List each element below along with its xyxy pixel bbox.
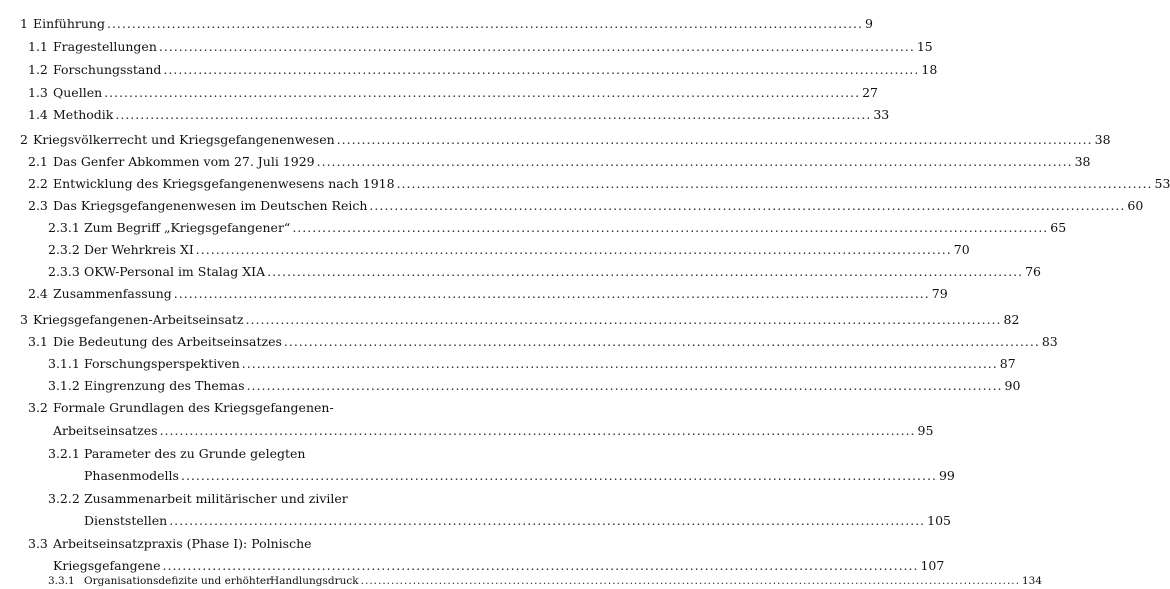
toc-entry xyxy=(0,217,1067,239)
page-number: 99 xyxy=(938,468,955,483)
entry-number: 2.3.3 xyxy=(48,264,80,279)
entry-number: 3.3.1 xyxy=(48,575,75,587)
entry-title: Der Wehrkreis XI xyxy=(84,242,194,257)
entry-title: Zum Begriff „Kriegsgefangener“ xyxy=(84,220,291,235)
page-number: 134 xyxy=(1021,575,1043,587)
toc-entry xyxy=(0,104,890,126)
entry-title: Zusammenfassung xyxy=(53,286,172,301)
page-number: 107 xyxy=(920,558,945,573)
entry-number: 3.2 xyxy=(28,400,48,415)
toc-entry xyxy=(0,283,948,305)
entry-title: Entwicklung des Kriegsgefangenenwesens nach 1918 xyxy=(53,176,395,191)
entry-title: Formale Grundlagen des Kriegsgefangenen- xyxy=(53,400,334,415)
entry-title: Die Bedeutung des Arbeitseinsatzes xyxy=(53,334,282,349)
page-number: 53 xyxy=(1154,176,1170,191)
leader-dots: ........................................................................................................................................................ xyxy=(104,85,861,100)
entry-title: Parameter des zu Grunde gelegten xyxy=(84,446,306,461)
entry-number: 2.3 xyxy=(28,198,48,213)
entry-title: Methodik xyxy=(53,107,114,122)
page-number: 9 xyxy=(864,16,873,31)
toc-entry xyxy=(0,129,1111,151)
leader-dots: ........................................................................................................................................................ xyxy=(169,513,926,528)
page-number: 27 xyxy=(862,85,879,100)
leader-dots: ........................................................................................................................................................ xyxy=(163,62,920,77)
leader-dots: ........................................................................................................................................................ xyxy=(292,220,1049,235)
leader-dots: ........................................................................................................................................................ xyxy=(195,242,952,257)
toc-entry xyxy=(0,59,938,81)
toc-entry xyxy=(0,261,1041,283)
toc-entry-continuation xyxy=(0,555,945,577)
entry-number: 2.4 xyxy=(28,286,48,301)
toc-entry xyxy=(0,82,879,104)
leader-dots: ........................................................................................................................................................ xyxy=(159,423,916,438)
leader-dots: ........................................................................................................................................................ xyxy=(267,264,1024,279)
toc-entry xyxy=(0,353,1016,375)
entry-number: 1.1 xyxy=(28,39,48,54)
leader-dots: ........................................................................................................................................................ xyxy=(245,312,1002,327)
entry-number: 3 xyxy=(20,312,28,327)
entry-title: Arbeitseinsatzpraxis (Phase I): Polnische xyxy=(53,536,312,551)
leader-dots: ........................................................................................................................................................ xyxy=(336,132,1093,147)
entry-number: 2.3.1 xyxy=(48,220,80,235)
page-number: 18 xyxy=(921,62,938,77)
page-number: 79 xyxy=(931,286,948,301)
page-number: 105 xyxy=(927,513,952,528)
toc-entry xyxy=(0,36,933,58)
page-number: 82 xyxy=(1003,312,1020,327)
page-number: 70 xyxy=(953,242,970,257)
entry-number: 2.1 xyxy=(28,154,48,169)
leader-dots: ........................................................................................................................................................ xyxy=(369,198,1126,213)
toc-entry xyxy=(0,375,1021,397)
toc-entry xyxy=(0,151,1091,173)
leader-dots: ........................................................................................................................................................ xyxy=(360,575,1020,587)
leader-dots: ........................................................................................................................................................ xyxy=(396,176,1153,191)
page-number: 65 xyxy=(1050,220,1067,235)
leader-dots: ........................................................................................................................................................ xyxy=(180,468,937,483)
leader-dots: ........................................................................................................................................................ xyxy=(162,558,919,573)
entry-title-continuation: Handlungsdruck xyxy=(270,575,359,587)
entry-number: 3.2.1 xyxy=(48,446,80,461)
page-number: 83 xyxy=(1041,334,1058,349)
toc-entry xyxy=(0,195,1144,217)
page-number: 90 xyxy=(1004,378,1021,393)
page-number: 38 xyxy=(1094,132,1111,147)
entry-title: Kriegsvölkerrecht und Kriegsgefangenenwesen xyxy=(33,132,335,147)
leader-dots: ........................................................................................................................................................ xyxy=(246,378,1003,393)
toc-entry xyxy=(0,443,450,465)
entry-title: Zusammenarbeit militärischer und ziviler xyxy=(84,491,348,506)
entry-title: Kriegsgefangenen-Arbeitseinsatz xyxy=(33,312,244,327)
entry-title: Fragestellungen xyxy=(53,39,157,54)
entry-number: 2.2 xyxy=(28,176,48,191)
page-number: 38 xyxy=(1074,154,1091,169)
leader-dots: ........................................................................................................................................................ xyxy=(283,334,1040,349)
entry-title: Das Kriegsgefangenenwesen im Deutschen Reich xyxy=(53,198,368,213)
entry-title: Das Genfer Abkommen vom 27. Juli 1929 xyxy=(53,154,315,169)
entry-number: 2 xyxy=(20,132,28,147)
entry-number: 3.1 xyxy=(28,334,48,349)
toc-entry xyxy=(0,533,450,555)
entry-number: 1.3 xyxy=(28,85,48,100)
toc-entry xyxy=(0,488,450,510)
toc-entry-continuation xyxy=(0,510,952,532)
entry-title: OKW-Personal im Stalag XIA xyxy=(84,264,266,279)
toc-entry xyxy=(0,331,1058,353)
entry-title: Quellen xyxy=(53,85,103,100)
entry-number: 3.1.1 xyxy=(48,356,80,371)
toc-entry xyxy=(0,173,1170,195)
entry-number: 2.3.2 xyxy=(48,242,80,257)
entry-number: 3.1.2 xyxy=(48,378,80,393)
toc-entry xyxy=(0,309,1020,331)
entry-title-continuation: Kriegsgefangene xyxy=(53,558,161,573)
toc-entry-continuation xyxy=(0,465,955,487)
entry-title: Eingrenzung des Themas xyxy=(84,378,245,393)
leader-dots: ........................................................................................................................................................ xyxy=(241,356,998,371)
leader-dots: ........................................................................................................................................................ xyxy=(173,286,930,301)
toc-entry xyxy=(0,397,450,419)
page-number: 15 xyxy=(916,39,933,54)
entry-number: 1 xyxy=(20,16,28,31)
entry-title-continuation: Dienststellen xyxy=(84,513,168,528)
leader-dots: ........................................................................................................................................................ xyxy=(115,107,872,122)
toc-entry xyxy=(0,575,1043,587)
page-number: 33 xyxy=(873,107,890,122)
page-number: 60 xyxy=(1127,198,1144,213)
entry-number: 3.3 xyxy=(28,536,48,551)
entry-title-continuation: Phasenmodells xyxy=(84,468,179,483)
entry-title-continuation: Arbeitseinsatzes xyxy=(53,423,158,438)
entry-number: 1.4 xyxy=(28,107,48,122)
toc-entry-continuation xyxy=(0,420,934,442)
entry-number: 3.2.2 xyxy=(48,491,80,506)
entry-title: Forschungsperspektiven xyxy=(84,356,240,371)
entry-title: Forschungsstand xyxy=(53,62,162,77)
page-number: 95 xyxy=(917,423,934,438)
toc-entry xyxy=(0,239,970,261)
leader-dots: ........................................................................................................................................................ xyxy=(158,39,915,54)
entry-title: Organisationsdefizite und erhöhter xyxy=(84,575,272,587)
entry-title: Einführung xyxy=(33,16,105,31)
entry-number: 1.2 xyxy=(28,62,48,77)
leader-dots: ........................................................................................................................................................ xyxy=(316,154,1073,169)
toc-entry xyxy=(0,13,873,35)
page-number: 76 xyxy=(1025,264,1041,279)
page-number: 87 xyxy=(999,356,1016,371)
leader-dots: ........................................................................................................................................................ xyxy=(106,16,863,31)
